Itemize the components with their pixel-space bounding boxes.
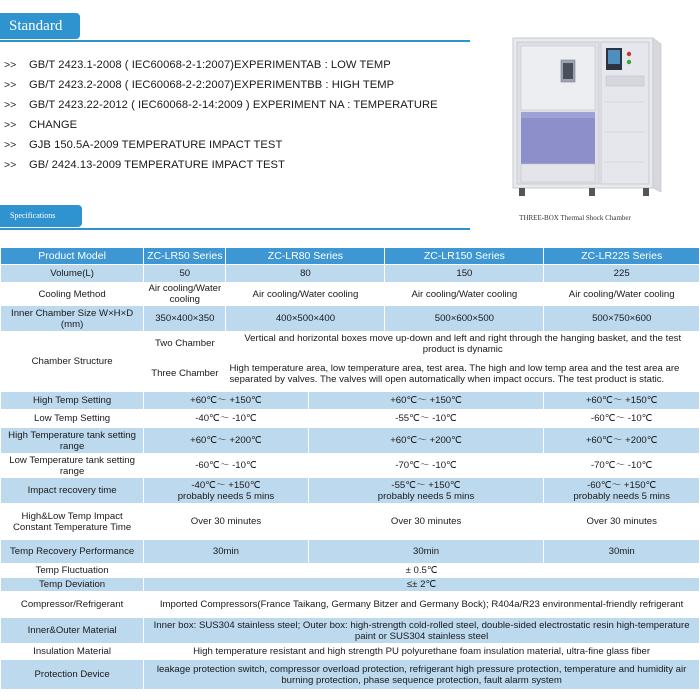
header-cell: ZC-LR150 Series xyxy=(385,248,544,265)
table-cell: -60℃～ -10℃ xyxy=(544,410,700,428)
chevron-marker-icon: >> xyxy=(4,59,17,71)
recovery-time: probably needs 5 mins xyxy=(573,490,670,502)
chevron-marker-icon: >> xyxy=(4,139,17,151)
table-cell: Over 30 minutes xyxy=(308,504,544,540)
table-row xyxy=(1,392,700,410)
table-row xyxy=(1,332,700,356)
table-cell: Over 30 minutes xyxy=(544,504,700,540)
row-label: Volume(L) xyxy=(1,265,144,283)
table-cell: -55℃～ -10℃ xyxy=(308,410,544,428)
standard-text: GB/T 2423.1-2008 ( IEC60068-2-1:2007)EXPERIMENTAB : LOW TEMP xyxy=(29,59,391,71)
table-cell: 400×500×400 xyxy=(226,306,385,332)
image-caption: THREE-BOX Thermal Shock Chamber xyxy=(519,214,631,222)
standards-list xyxy=(4,55,474,175)
table-cell: ± 0.5℃ xyxy=(144,564,700,578)
recovery-range: -55℃～ +150℃ xyxy=(391,479,461,491)
standard-item xyxy=(4,75,474,95)
table-cell xyxy=(308,478,544,504)
table-cell: -70℃～ -10℃ xyxy=(544,454,700,478)
table-cell: Over 30 minutes xyxy=(144,504,309,540)
table-row xyxy=(1,660,700,690)
table-cell: Air cooling/Water cooling xyxy=(544,283,700,306)
table-cell: +60℃～ +150℃ xyxy=(544,392,700,410)
sub-label: Three Chamber xyxy=(144,356,226,392)
table-row xyxy=(1,540,700,564)
header-cell: ZC-LR80 Series xyxy=(226,248,385,265)
table-cell: 30min xyxy=(144,540,309,564)
table-cell: +60℃～ +200℃ xyxy=(544,428,700,454)
table-cell: -60℃～ -10℃ xyxy=(144,454,309,478)
standard-text: GB/T 2423.22-2012 ( IEC60068-2-14:2009 ) EXPERIMENT NA : TEMPERATURE xyxy=(29,99,438,111)
table-cell: 80 xyxy=(226,265,385,283)
table-row xyxy=(1,592,700,618)
table-cell: -70℃～ -10℃ xyxy=(308,454,544,478)
table-row xyxy=(1,618,700,644)
specifications-divider xyxy=(0,228,470,230)
row-label: Inner&Outer Material xyxy=(1,618,144,644)
recovery-time: probably needs 5 mins xyxy=(377,490,475,502)
table-row xyxy=(1,306,700,332)
standard-text: CHANGE xyxy=(29,119,78,131)
row-label: Insulation Material xyxy=(1,644,144,660)
standard-text: GB/T 2423.2-2008 ( IEC60068-2-2:2007)EXPERIMENTBB : HIGH TEMP xyxy=(29,79,395,91)
standard-item xyxy=(4,55,474,75)
row-label: Low Temp Setting xyxy=(1,410,144,428)
standard-item xyxy=(4,115,474,135)
table-cell: Imported Compressors(France Taikang, Germany Bitzer and Germany Bock); R404a/R23 environmental-friendly refrigerant xyxy=(144,592,700,618)
table-cell: +60℃～ +200℃ xyxy=(308,428,544,454)
table-row xyxy=(1,578,700,592)
table-row xyxy=(1,504,700,540)
thermal-shock-chamber-image xyxy=(505,32,665,210)
table-cell: 500×600×500 xyxy=(385,306,544,332)
row-label: Cooling Method xyxy=(1,283,144,306)
table-cell: -40℃～ -10℃ xyxy=(144,410,309,428)
table-cell: 50 xyxy=(144,265,226,283)
chevron-marker-icon: >> xyxy=(4,159,17,171)
table-row xyxy=(1,428,700,454)
row-label: Protection Device xyxy=(1,660,144,690)
table-cell: 500×750×600 xyxy=(544,306,700,332)
standard-text: GJB 150.5A-2009 TEMPERATURE IMPACT TEST xyxy=(29,139,283,151)
table-cell: Air cooling/Water cooling xyxy=(226,283,385,306)
table-cell: 225 xyxy=(544,265,700,283)
standard-item xyxy=(4,135,474,155)
row-label: Low Temperature tank setting range xyxy=(1,454,144,478)
standard-item xyxy=(4,95,474,115)
row-label: Compressor/Refrigerant xyxy=(1,592,144,618)
table-cell: High temperature resistant and high strength PU polyurethane foam insulation material, ultra-fine glass fiber xyxy=(144,644,700,660)
table-cell: +60℃～ +150℃ xyxy=(308,392,544,410)
header-cell: ZC-LR50 Series xyxy=(144,248,226,265)
row-label: Impact recovery time xyxy=(1,478,144,504)
table-row xyxy=(1,410,700,428)
table-cell: 30min xyxy=(308,540,544,564)
row-label: Temp Recovery Performance xyxy=(1,540,144,564)
specifications-section-tab: Specifications xyxy=(0,205,82,227)
table-row xyxy=(1,564,700,578)
sub-label: Two Chamber xyxy=(144,332,226,356)
recovery-range: -60℃～ +150℃ xyxy=(587,479,657,491)
table-header-row xyxy=(1,248,700,265)
table-cell: High temperature area, low temperature area, test area. The high and low temp area and the test area are separated by valves. The valves will open automatically when impact occurs. The test product is static. xyxy=(226,356,700,392)
table-cell: ≤± 2℃ xyxy=(144,578,700,592)
recovery-time: probably needs 5 mins xyxy=(177,490,275,502)
table-cell: 150 xyxy=(385,265,544,283)
table-row xyxy=(1,283,700,306)
standard-text: GB/ 2424.13-2009 TEMPERATURE IMPACT TEST xyxy=(29,159,285,171)
table-cell: Inner box: SUS304 stainless steel; Outer box: high-strength cold-rolled steel, double-sided electrostatic resin high-temperature paint or SUS304 stainless steel xyxy=(144,618,700,644)
row-label: High Temp Setting xyxy=(1,392,144,410)
standard-divider xyxy=(0,40,470,42)
table-cell: +60℃～ +150℃ xyxy=(144,392,309,410)
row-label: Chamber Structure xyxy=(1,332,144,392)
chevron-marker-icon: >> xyxy=(4,119,17,131)
chevron-marker-icon: >> xyxy=(4,79,17,91)
table-cell: +60℃～ +200℃ xyxy=(144,428,309,454)
table-row xyxy=(1,265,700,283)
row-label: Temp Fluctuation xyxy=(1,564,144,578)
row-label: High Temperature tank setting range xyxy=(1,428,144,454)
table-row xyxy=(1,478,700,504)
table-cell: 30min xyxy=(544,540,700,564)
header-cell: ZC-LR225 Series xyxy=(544,248,700,265)
specifications-table xyxy=(0,247,700,690)
row-label: High&Low Temp Impact Constant Temperature Time xyxy=(1,504,144,540)
row-label: Inner Chamber Size W×H×D (mm) xyxy=(1,306,144,332)
table-cell: Vertical and horizontal boxes move up-down and left and right through the hanging basket, and the test product is dynamic xyxy=(226,332,700,356)
standard-item xyxy=(4,155,474,175)
table-cell xyxy=(144,478,309,504)
table-cell: leakage protection switch, compressor overload protection, refrigerant high pressure protection, temperature and humidity air burning protection, phase sequence protection, fault alarm system xyxy=(144,660,700,690)
table-cell: Air cooling/Water cooling xyxy=(385,283,544,306)
table-cell: 350×400×350 xyxy=(144,306,226,332)
row-label: Temp Deviation xyxy=(1,578,144,592)
chevron-marker-icon: >> xyxy=(4,99,17,111)
table-row xyxy=(1,644,700,660)
recovery-range: -40℃～ +150℃ xyxy=(191,479,261,491)
header-cell: Product Model xyxy=(1,248,144,265)
table-cell: Air cooling/Water cooling xyxy=(144,283,226,306)
table-row xyxy=(1,454,700,478)
table-cell xyxy=(544,478,700,504)
standard-section-tab: Standard xyxy=(0,13,80,39)
